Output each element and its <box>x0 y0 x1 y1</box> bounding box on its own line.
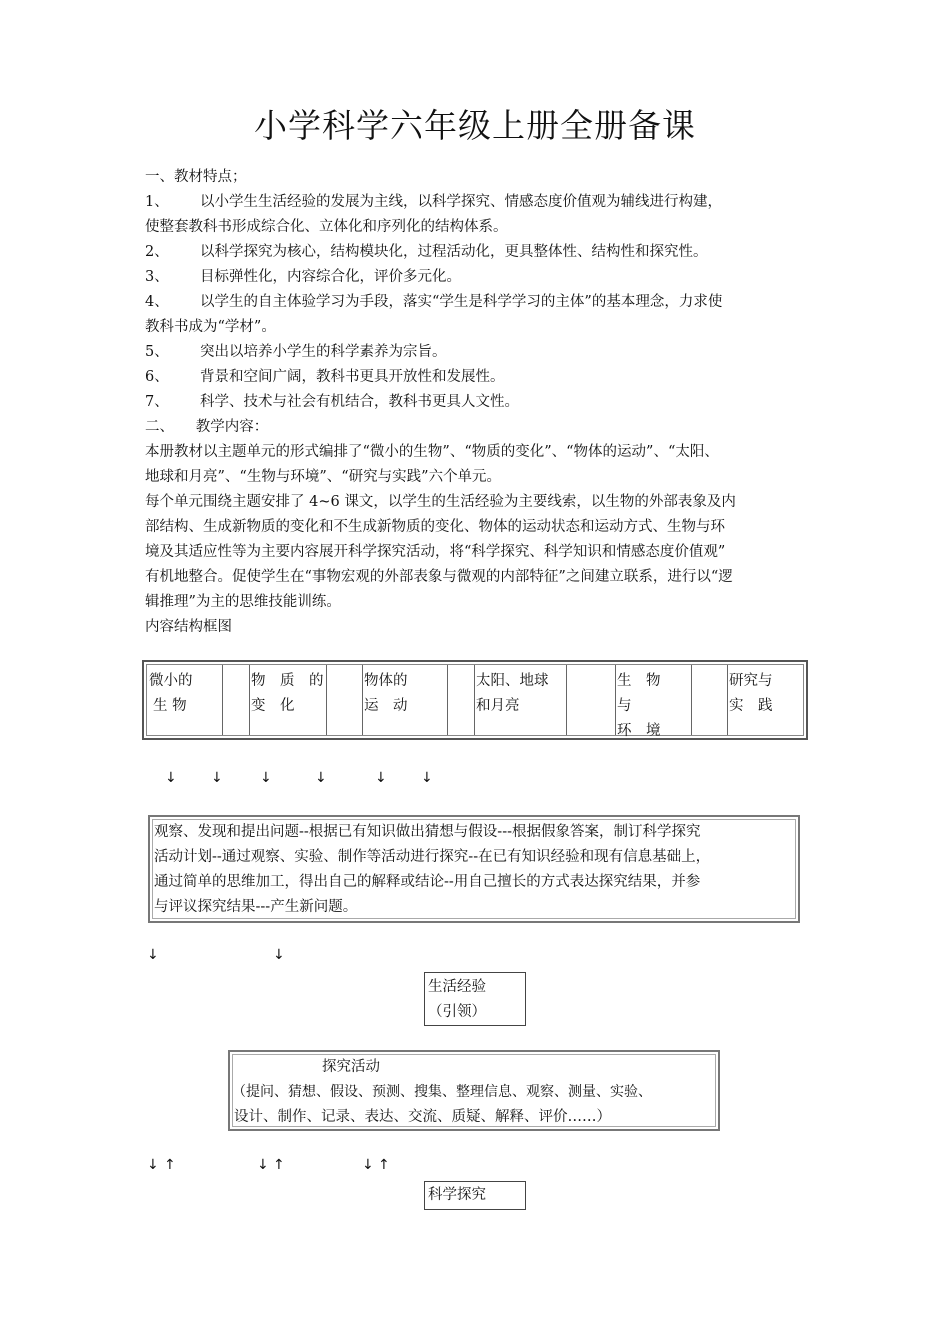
unit-label: 变 化 <box>251 698 295 714</box>
inquiry-activity-box <box>228 1050 720 1131</box>
feature-item <box>145 390 815 415</box>
unit-cell <box>727 665 807 735</box>
process-line: 活动计划--通过观察、实验、制作等活动进行探究--在已有知识经验和现有信息基础上， <box>154 849 711 865</box>
unit-label: 物 质 的 <box>251 673 324 689</box>
up-arrow-icon: ↑ <box>273 1157 285 1173</box>
section-heading-content: 二、 教学内容： <box>145 419 269 435</box>
feature-item-text: 突出以培养小学生的科学素养为宗旨。 <box>200 344 447 360</box>
down-arrow-icon: ↓ <box>421 770 433 786</box>
feature-item-text: 以学生的自主体验学习为手段，落实“学生是科学学习的主体”的基本理念，力求使 <box>200 294 723 310</box>
feature-item-text: 以小学生生活经验的发展为主线，以科学探究、情感态度价值观为辅线进行构建， <box>200 194 722 210</box>
process-line: 通过简单的思维加工，得出自己的解释或结论--用自己擅长的方式表达探究结果，并参 <box>154 874 701 890</box>
down-arrow-icon: ↓ <box>260 770 272 786</box>
inquiry-line: 设计、制作、记录、表达、交流、质疑、解释、评价……） <box>234 1109 611 1125</box>
unit-cell <box>147 665 223 735</box>
feature-item-text: 目标弹性化，内容综合化，评价多元化。 <box>200 269 461 285</box>
up-arrow-icon: ↑ <box>164 1157 176 1173</box>
feature-item-number: 2、 <box>145 244 169 260</box>
feature-item <box>145 190 815 240</box>
feature-item-number: 4、 <box>145 294 169 310</box>
paragraph-line: 辑推理”为主的思维技能训练。 <box>145 594 341 610</box>
inquiry-line: （提问、猜想、假设、预测、搜集、整理信息、观察、测量、实验、 <box>232 1084 652 1100</box>
unit-label: 微小的 <box>149 673 193 689</box>
down-arrow-icon: ↓ <box>147 947 159 963</box>
unit-cell <box>249 665 327 735</box>
unit-cell <box>362 665 448 735</box>
down-arrow-icon: ↓ <box>257 1157 269 1173</box>
unit-label: 实 践 <box>729 698 773 714</box>
process-line: 与评议探究结果---产生新问题。 <box>154 899 358 915</box>
paragraph-line: 有机地整合。促使学生在“事物宏观的外部表象与微观的内部特征”之间建立联系，进行以“逻 <box>145 569 733 585</box>
frame-label: 内容结构框图 <box>145 619 232 635</box>
feature-item-number: 3、 <box>145 269 169 285</box>
paragraph-line: 部结构、生成新物质的变化和不生成新物质的变化、物体的运动状态和运动方式、生物与环 <box>145 519 725 535</box>
feature-item-number: 6、 <box>145 369 169 385</box>
feature-item-continuation: 使整套教科书形成综合化、立体化和序列化的结构体系。 <box>145 219 508 235</box>
up-arrow-icon: ↑ <box>378 1157 390 1173</box>
paragraph-line: 地球和月亮”、“生物与环境”、“研究与实践”六个单元。 <box>145 469 502 485</box>
unit-label: 研究与 <box>729 673 773 689</box>
inquiry-title: 探究活动 <box>322 1059 380 1075</box>
unit-cell <box>474 665 567 735</box>
feature-item <box>145 290 815 340</box>
down-arrow-icon: ↓ <box>147 1157 159 1173</box>
units-table <box>142 660 808 740</box>
section-heading-features: 一、教材特点； <box>145 169 247 185</box>
down-arrow-icon: ↓ <box>362 1157 374 1173</box>
down-arrow-icon: ↓ <box>273 947 285 963</box>
science-inquiry-label: 科学探究 <box>428 1187 486 1203</box>
unit-label: 太阳、地球 <box>476 673 549 689</box>
unit-label: 运 动 <box>364 698 408 714</box>
feature-item-text: 背景和空间广阔，教科书更具开放性和发展性。 <box>200 369 505 385</box>
down-arrow-icon: ↓ <box>165 770 177 786</box>
down-arrow-icon: ↓ <box>315 770 327 786</box>
feature-item-number: 5、 <box>145 344 169 360</box>
unit-label: 物体的 <box>364 673 408 689</box>
paragraph-line: 本册教材以主题单元的形式编排了“微小的生物”、“物质的变化”、“物体的运动”、“太阳、 <box>145 444 719 460</box>
science-inquiry-box <box>424 1181 526 1210</box>
feature-item-text: 以科学探究为核心，结构模块化，过程活动化，更具整体性、结构性和探究性。 <box>200 244 708 260</box>
unit-spacer <box>692 665 728 735</box>
unit-label: 和月亮 <box>476 698 520 714</box>
content-paragraph-2 <box>145 490 815 615</box>
feature-item <box>145 240 815 265</box>
feature-item <box>145 365 815 390</box>
feature-item <box>145 265 815 290</box>
document-title: 小学科学六年级上册全册备课 <box>254 106 696 145</box>
process-line: 观察、发现和提出问题--根据已有知识做出猜想与假设---根据假象答案，制订科学探究 <box>154 824 701 840</box>
unit-label: 环 境 <box>617 723 661 739</box>
feature-item-number: 7、 <box>145 394 169 410</box>
unit-cell <box>615 665 692 739</box>
unit-label: 生 物 <box>153 698 187 714</box>
process-box <box>148 815 800 923</box>
feature-item-number: 1、 <box>145 194 169 210</box>
down-arrow-icon: ↓ <box>211 770 223 786</box>
unit-spacer <box>448 665 475 735</box>
content-paragraph-1 <box>145 440 815 490</box>
paragraph-line: 每个单元围绕主题安排了 4~6 课文，以学生的生活经验为主要线索，以生物的外部表象及内 <box>145 494 736 510</box>
feature-item-text: 科学、技术与社会有机结合，教科书更具人文性。 <box>200 394 519 410</box>
unit-label: 生 物 与 <box>617 673 675 714</box>
paragraph-line: 境及其适应性等为主要内容展开科学探究活动，将“科学探究、科学知识和情感态度价值观” <box>145 544 726 560</box>
life-box-subtitle: （引领） <box>428 1004 486 1020</box>
feature-item-continuation: 教科书成为“学材”。 <box>145 319 276 335</box>
feature-item <box>145 340 815 365</box>
life-experience-box <box>424 972 526 1026</box>
life-box-title: 生活经验 <box>428 979 486 995</box>
unit-spacer <box>327 665 363 735</box>
unit-spacer <box>223 665 250 735</box>
down-arrow-icon: ↓ <box>375 770 387 786</box>
unit-spacer <box>567 665 616 735</box>
